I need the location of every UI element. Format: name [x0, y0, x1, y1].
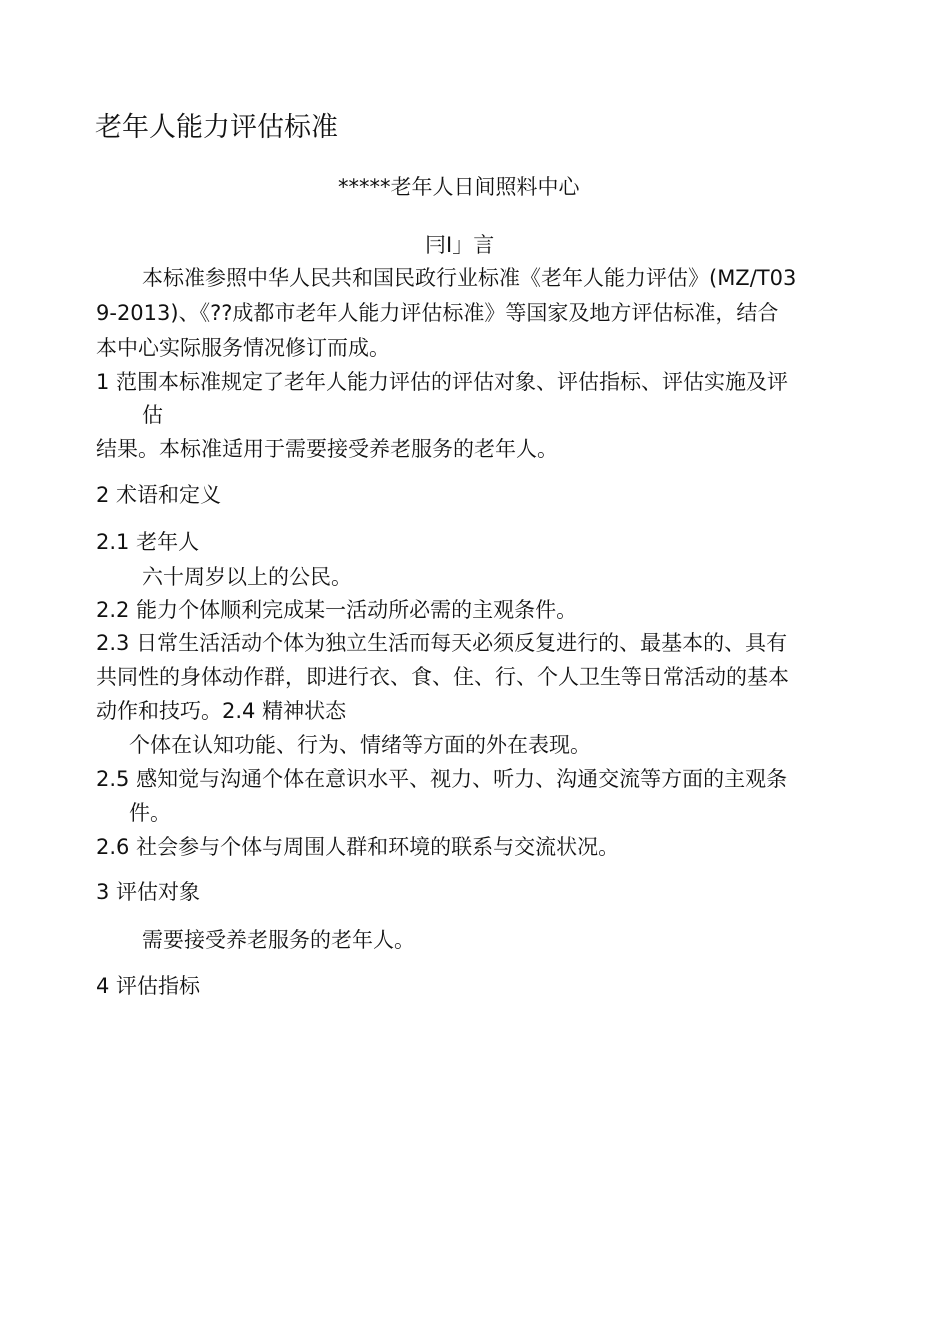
section-4-heading: 4 评估指标	[96, 974, 201, 998]
section-2-2: 2.2 能力个体顺利完成某一活动所必需的主观条件。	[96, 598, 578, 622]
section-2-4-body: 个体在认知功能、行为、情绪等方面的外在表现。	[129, 733, 591, 757]
organization-name: *****老年人日间照料中心	[338, 175, 580, 199]
section-3-heading: 3 评估对象	[96, 880, 201, 904]
section-2-3-line: 2.3 日常生活活动个体为独立生活而每天必须反复进行的、最基本的、具有	[96, 631, 788, 655]
section-3-body: 需要接受养老服务的老年人。	[142, 928, 415, 952]
foreword-line: 9-2013)、《??成都市老年人能力评估标准》等国家及地方评估标准，结合	[96, 301, 779, 325]
section-2-5-line: 2.5 感知觉与沟通个体在意识水平、视力、听力、沟通交流等方面的主观条	[96, 767, 788, 791]
foreword-line: 本中心实际服务情况修订而成。	[96, 336, 390, 360]
section-2-6: 2.6 社会参与个体与周围人群和环境的联系与交流状况。	[96, 835, 620, 859]
foreword-line: 本标准参照中华人民共和国民政行业标准《老年人能力评估》(MZ/T03	[142, 266, 797, 290]
section-2-3-line: 共同性的身体动作群，即进行衣、食、住、行、个人卫生等日常活动的基本	[96, 665, 789, 689]
section-1-line: 1 范围本标准规定了老年人能力评估的评估对象、评估指标、评估实施及评	[96, 370, 789, 394]
foreword-heading: 冃I」言	[425, 233, 495, 257]
section-1-line: 结果。本标准适用于需要接受养老服务的老年人。	[96, 437, 558, 461]
section-1-line: 估	[142, 403, 163, 427]
document-title: 老年人能力评估标准	[95, 112, 338, 143]
section-2-1-body: 六十周岁以上的公民。	[142, 565, 352, 589]
section-2-1-heading: 2.1 老年人	[96, 530, 200, 554]
section-2-5-line: 件。	[129, 801, 171, 825]
section-2-3-line: 动作和技巧。2.4 精神状态	[96, 699, 347, 723]
section-2-heading: 2 术语和定义	[96, 483, 222, 507]
